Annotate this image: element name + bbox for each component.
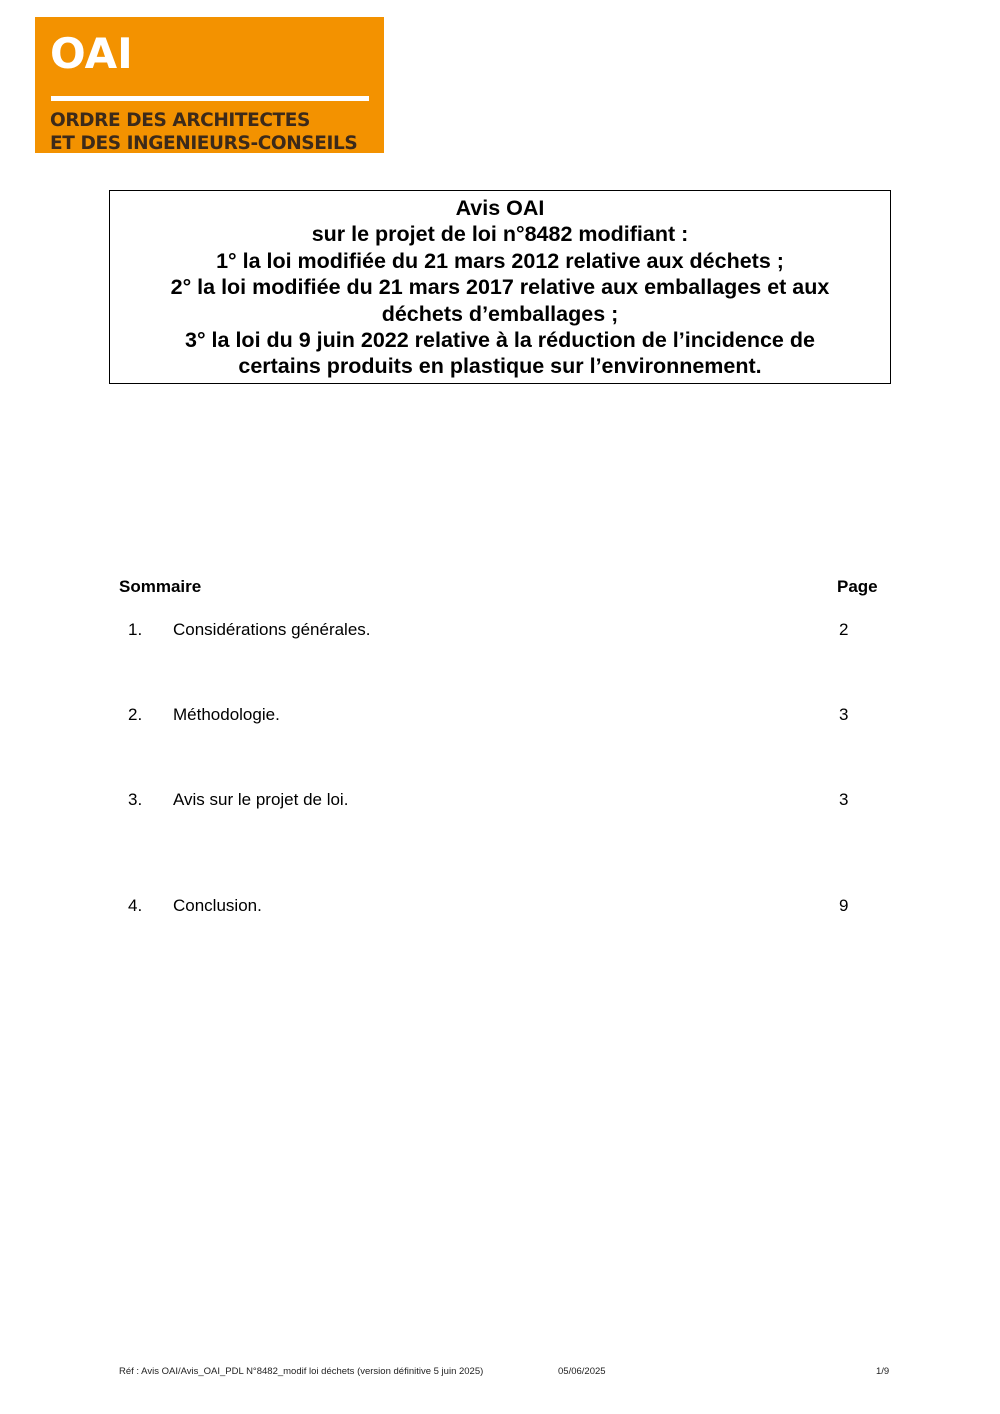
toc-entry-label: Conclusion. xyxy=(173,896,262,915)
toc-entry-label: Considérations générales. xyxy=(173,620,371,639)
logo-divider xyxy=(51,96,369,101)
toc-entry-page: 3 xyxy=(839,705,849,724)
toc-heading: Sommaire xyxy=(119,577,202,596)
footer-date: 05/06/2025 xyxy=(558,1366,606,1377)
toc-entry xyxy=(0,704,1000,726)
document-title-box xyxy=(109,190,891,384)
title-line: 2° la loi modifiée du 21 mars 2017 relative aux emballages et aux xyxy=(170,275,830,300)
toc-entry xyxy=(0,895,1000,917)
logo-acronym: OAI xyxy=(50,29,133,78)
logo-line-2: ET DES INGENIEURS-CONSEILS xyxy=(50,133,358,154)
toc-entry-number: 3. xyxy=(128,790,143,809)
footer-page-counter: 1/9 xyxy=(876,1366,890,1377)
toc-entry-label: Avis sur le projet de loi. xyxy=(173,790,349,809)
toc-page-heading: Page xyxy=(837,577,878,596)
toc-entry xyxy=(0,619,1000,641)
toc-entry-page: 3 xyxy=(839,790,849,809)
toc-entry-number: 2. xyxy=(128,705,143,724)
title-line: certains produits en plastique sur l’environnement. xyxy=(238,354,762,379)
title-line: 1° la loi modifiée du 21 mars 2012 relative aux déchets ; xyxy=(216,248,784,273)
toc-entry-label: Méthodologie. xyxy=(173,705,280,724)
title-line: 3° la loi du 9 juin 2022 relative à la réduction de l’incidence de xyxy=(185,328,815,353)
title-line: déchets d’emballages ; xyxy=(381,301,619,326)
title-line: Avis OAI xyxy=(455,196,545,220)
oai-logo xyxy=(35,17,384,153)
toc-entry-page: 2 xyxy=(839,620,849,639)
toc-entry xyxy=(0,789,1000,811)
toc-entry-number: 4. xyxy=(128,896,143,915)
toc-entry-page: 9 xyxy=(839,896,849,915)
toc-entry-number: 1. xyxy=(128,620,143,639)
footer-reference: Réf : Avis OAI/Avis_OAI_PDL N°8482_modif loi déchets (version définitive 5 juin 2025) xyxy=(119,1366,484,1377)
logo-line-1: ORDRE DES ARCHITECTES xyxy=(50,110,310,131)
title-line: sur le projet de loi n°8482 modifiant : xyxy=(311,222,689,247)
